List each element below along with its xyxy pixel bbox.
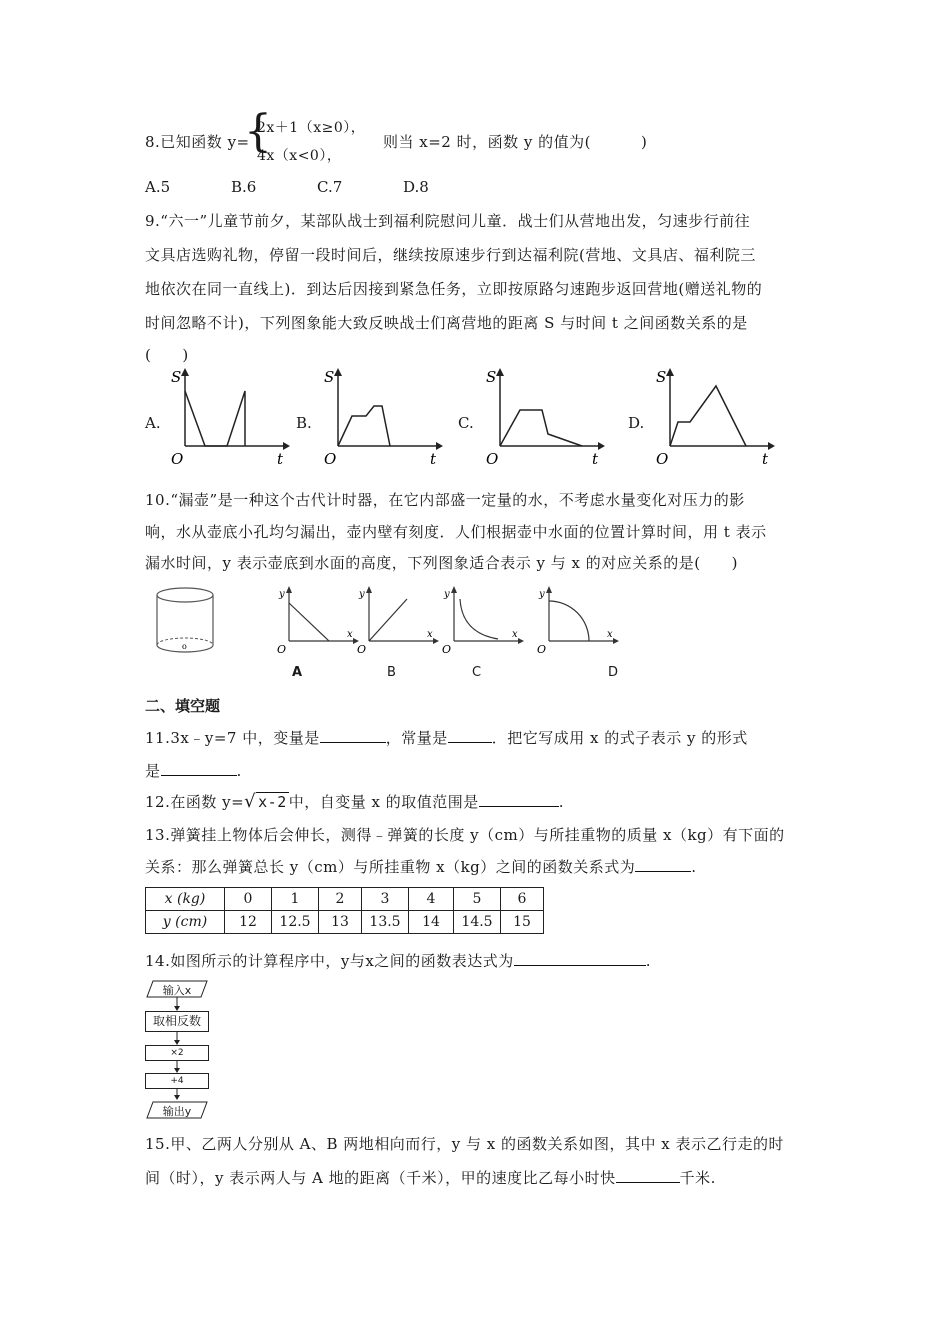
q8-suffix-text: 则当 x=2 时，函数 y 的值为(	[383, 133, 591, 151]
q10-graph-b[interactable]	[355, 585, 440, 655]
q11-text-2: ，常量是	[385, 729, 448, 747]
q15-text-1: 间（时），y 表示两人与 A 地的距离（千米），甲的速度比乙每小时快	[145, 1169, 616, 1187]
q12-text-2: 中，自变量 x 的取值范围是	[288, 793, 479, 811]
q15-text-2: 千米.	[679, 1169, 716, 1187]
table-cell: 3	[362, 888, 409, 911]
q13-text-2: .	[691, 858, 697, 876]
q15-line-2	[145, 1167, 716, 1188]
q9-graph-b[interactable]	[318, 366, 443, 466]
q13-row2-head: y (cm)	[146, 911, 225, 934]
table-cell: 15	[501, 911, 544, 934]
q14-flow-negate: 取相反数	[145, 1011, 209, 1032]
q9d-axis-s: S	[656, 368, 667, 386]
q8-option-a[interactable]: A.5	[145, 178, 171, 196]
q10d-axis-y: y	[539, 589, 545, 600]
q8-suffix	[383, 131, 647, 152]
q9-line-1: 9.“六一”儿童节前夕，某部队战士到福利院慰问儿童．战士们从营地出发，匀速步行前往	[145, 212, 751, 230]
q8-prefix: 8.已知函数 y=	[145, 133, 250, 151]
q9d-origin: O	[656, 450, 669, 466]
q14-text-1: 14.如图所示的计算程序中，y与x之间的函数表达式为	[145, 952, 514, 970]
q9a-axis-t: t	[277, 450, 284, 466]
q10c-axis-y: y	[444, 589, 450, 600]
q13-blank-function[interactable]	[635, 857, 691, 872]
q10-label-d[interactable]: D	[608, 665, 619, 680]
q9a-axis-s: S	[171, 368, 182, 386]
q9-label-c[interactable]: C.	[458, 414, 474, 432]
q10-label-b[interactable]: B	[387, 665, 396, 680]
q13-line-1: 13.弹簧挂上物体后会伸长，测得﹣弹簧的长度 y（cm）与所挂重物的质量 x（kg）有下面的	[145, 826, 785, 844]
q10c-axis-x: x	[512, 629, 518, 640]
q9b-origin: O	[324, 450, 337, 466]
q12-text-3: .	[558, 793, 565, 811]
table-cell: 14.5	[454, 911, 501, 934]
q14-text-2: .	[645, 952, 652, 970]
q10-line-3: 漏水时间，y 表示壶底到水面的高度，下列图象适合表示 y 与 x 的对应关系的是( )	[145, 554, 738, 572]
q13-table	[145, 887, 544, 934]
q12-blank-range[interactable]	[479, 792, 559, 807]
q10-cylinder-label: o	[182, 642, 187, 651]
q8-option-b[interactable]: B.6	[231, 178, 257, 196]
q14-flow-plus-four: +4	[145, 1073, 209, 1089]
sqrt-icon: √	[244, 791, 257, 812]
q11-text-1: 11.3x﹣y=7 中，变量是	[145, 729, 320, 747]
q13-text-1: 关系：那么弹簧总长 y（cm）与所挂重物 x（kg）之间的函数关系式为	[145, 858, 636, 876]
q13-row1-head: x (kg)	[146, 888, 225, 911]
q10d-axis-x: x	[607, 629, 613, 640]
q13-line-2	[145, 856, 697, 877]
q10a-origin: O	[277, 643, 287, 655]
q9-line-3: 地依次在同一直线上)．到达后因接到紧急任务，立即按原路匀速跑步返回营地(赠送礼物的	[145, 280, 763, 298]
q9-label-b[interactable]: B.	[296, 414, 312, 432]
table-cell: 13	[319, 911, 362, 934]
q11-text-5: .	[236, 762, 242, 780]
q9-graph-d[interactable]	[650, 366, 775, 466]
table-cell: 5	[454, 888, 501, 911]
q9-line-2: 文具店选购礼物，停留一段时间后，继续按原速步行到达福利院(营地、文具店、福利院三	[145, 246, 756, 264]
table-cell: 0	[225, 888, 272, 911]
q11-blank-expression[interactable]	[161, 761, 237, 776]
q10-line-1: 10.“漏壶”是一种这个古代计时器，在它内部盛一定量的水，不考虑水量变化对压力的影	[145, 491, 745, 509]
q8-close: )	[640, 133, 648, 151]
table-row	[146, 911, 544, 934]
q9c-axis-s: S	[486, 368, 497, 386]
q9a-origin: O	[171, 450, 184, 466]
q9d-axis-t: t	[762, 450, 769, 466]
q11-text-3: ．把它写成用 x 的式子表示 y 的形式	[491, 729, 748, 747]
q9b-axis-t: t	[430, 450, 437, 466]
q11-line-2	[145, 760, 242, 781]
table-cell: 12.5	[272, 911, 319, 934]
table-cell: 12	[225, 911, 272, 934]
q9-graph-c[interactable]	[480, 366, 605, 466]
q8-brace: {	[244, 106, 272, 157]
q10-graph-d[interactable]	[535, 585, 620, 655]
q9-line-4: 时间忽略不计)，下列图象能大致反映战士们离营地的距离 S 与时间 t 之间函数关系的是	[145, 314, 748, 332]
q12-line	[145, 791, 564, 812]
q14-flow-times-two: ×2	[145, 1045, 209, 1061]
q9-answer-paren: ( )	[145, 346, 189, 364]
q9-label-a[interactable]: A.	[145, 414, 161, 432]
table-cell: 14	[409, 911, 454, 934]
q14-flow-input: 输入x	[162, 984, 192, 997]
q11-text-4: 是	[145, 762, 161, 780]
table-cell: 4	[409, 888, 454, 911]
q10a-axis-x: x	[347, 629, 353, 640]
q10-label-c[interactable]: C	[472, 665, 482, 680]
q9-graph-a[interactable]	[165, 366, 290, 466]
q14-blank-expression[interactable]	[514, 951, 646, 966]
q15-line-1: 15.甲、乙两人分别从 A、B 两地相向而行，y 与 x 的函数关系如图，其中 x 表示乙行走的时	[145, 1135, 784, 1153]
q14-flow-output: 输出y	[162, 1105, 192, 1118]
q10a-axis-y: y	[279, 589, 285, 600]
q9-label-d[interactable]: D.	[628, 414, 645, 432]
q10d-origin: O	[537, 643, 547, 655]
q10-label-a[interactable]: A	[292, 665, 303, 680]
q10b-origin: O	[357, 643, 367, 655]
q11-blank-constant[interactable]	[448, 728, 492, 743]
q10c-origin: O	[442, 643, 452, 655]
q10-graph-a[interactable]	[275, 585, 360, 655]
table-cell: 2	[319, 888, 362, 911]
table-cell: 6	[501, 888, 544, 911]
table-cell: 13.5	[362, 911, 409, 934]
q8-option-c[interactable]: C.7	[317, 178, 343, 196]
q10b-axis-y: y	[359, 589, 365, 600]
q11-line-1	[145, 727, 748, 748]
q10-line-2: 响，水从壶底小孔均匀漏出，壶内壁有刻度．人们根据壶中水面的位置计算时间，用 t 表示	[145, 523, 767, 541]
q11-blank-variable[interactable]	[320, 728, 386, 743]
q12-radicand: x-2	[258, 793, 287, 811]
q10b-axis-x: x	[427, 629, 433, 640]
q10-cylinder	[150, 585, 220, 660]
q12-text-1: 12.在函数 y=	[145, 793, 245, 811]
q14-line	[145, 950, 651, 971]
q8-option-d[interactable]: D.8	[403, 178, 429, 196]
q10-graph-c[interactable]	[440, 585, 525, 655]
table-cell: 1	[272, 888, 319, 911]
section-fill-blank-title: 二、填空题	[145, 697, 221, 715]
q8-case2: 4x（x<0），	[257, 148, 342, 164]
q15-blank-speed[interactable]	[616, 1168, 680, 1183]
q9b-axis-s: S	[324, 368, 335, 386]
q9c-axis-t: t	[592, 450, 599, 466]
q8-case1: 2x＋1（x≥0），	[257, 120, 366, 136]
q9c-origin: O	[486, 450, 499, 466]
table-row	[146, 888, 544, 911]
